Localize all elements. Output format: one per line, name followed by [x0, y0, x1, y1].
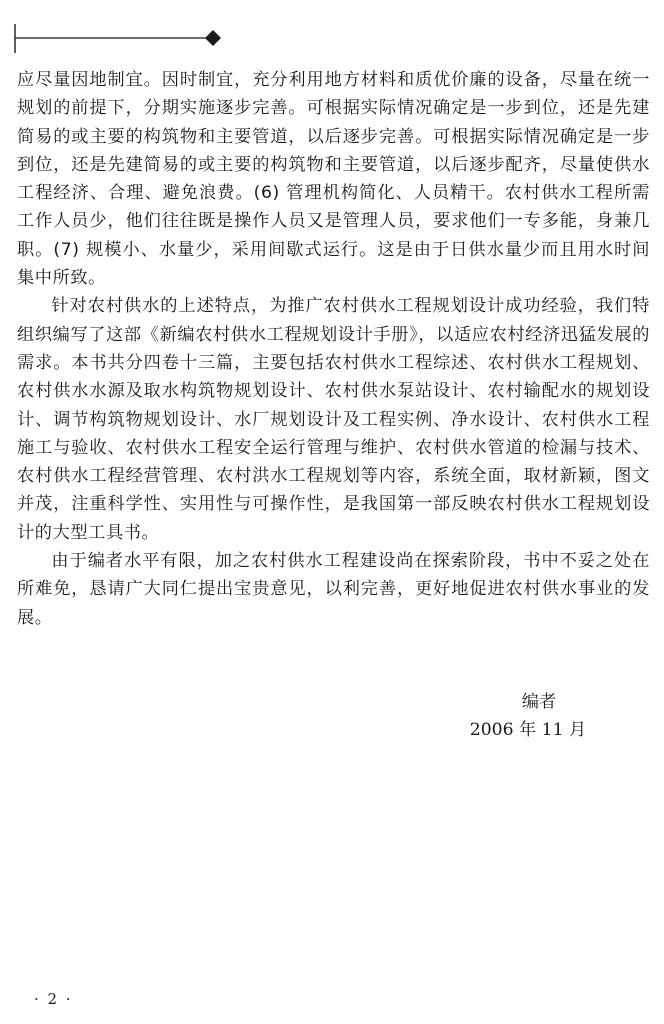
paragraph-continued: 应尽量因地制宜。因时制宜，充分利用地方材料和质优价廉的设备，尽量在统一规划的前提下，分期实施逐步完善。可根据实际情况确定是一步到位，还是先建简易的或主要的构筑物和主要管道，以后逐步完善。可根据实际情况确定是一步到位，还是先建简易的或主要的构筑物和主要管道，以后逐步配齐，尽量使供水工程经济、合理、避免浪费。(6) 管理机构简化、人员精干。农村供水工程所需工作人员少，他们往往既是操作人员又是管理人员，要求他们一专多能，身兼几职。(7) 规模小、水量少，采用间歇式运行。这是由于日供水量少而且用水时间集中所致。 — [17, 70, 650, 289]
paragraph-book-intro: 针对农村供水的上述特点，为推广农村供水工程规划设计成功经验，我们特组织编写了这部《新编农村供水工程规划设计手册》，以适应农村经济迅猛发展的需求。本书共分四卷十三篇，主要包括农村供水工程综述、农村供水工程规划、农村供水水源及取水构筑物规划设计、农村供水泵站设计、农村输配水的规划设计、调节构筑物规划设计、水厂规划设计及工程实例、净水设计、农村供水工程施工与验收、农村供水工程安全运行管理与维护、农村供水管道的检漏与技术、农村供水工程经营管理、农村洪水工程规划等内容，系统全面，取材新颖，图文并茂，注重科学性、实用性与可操作性，是我国第一部反映农村供水工程规划设计的大型工具书。 — [17, 296, 650, 543]
preface-body — [17, 66, 650, 632]
signature-author: 编者 — [521, 692, 557, 712]
signature-block — [448, 688, 608, 744]
header-rule-diamond-icon — [14, 22, 224, 54]
page-number: · 2 · — [34, 990, 73, 1008]
signature-date: 2006 年 11 月 — [469, 720, 587, 740]
header-decoration-rule — [14, 22, 224, 54]
paragraph-closing: 由于编者水平有限，加之农村供水工程建设尚在探索阶段，书中不妥之处在所难免，恳请广大同仁提出宝贵意见，以利完善，更好地促进农村供水事业的发展。 — [17, 551, 650, 628]
